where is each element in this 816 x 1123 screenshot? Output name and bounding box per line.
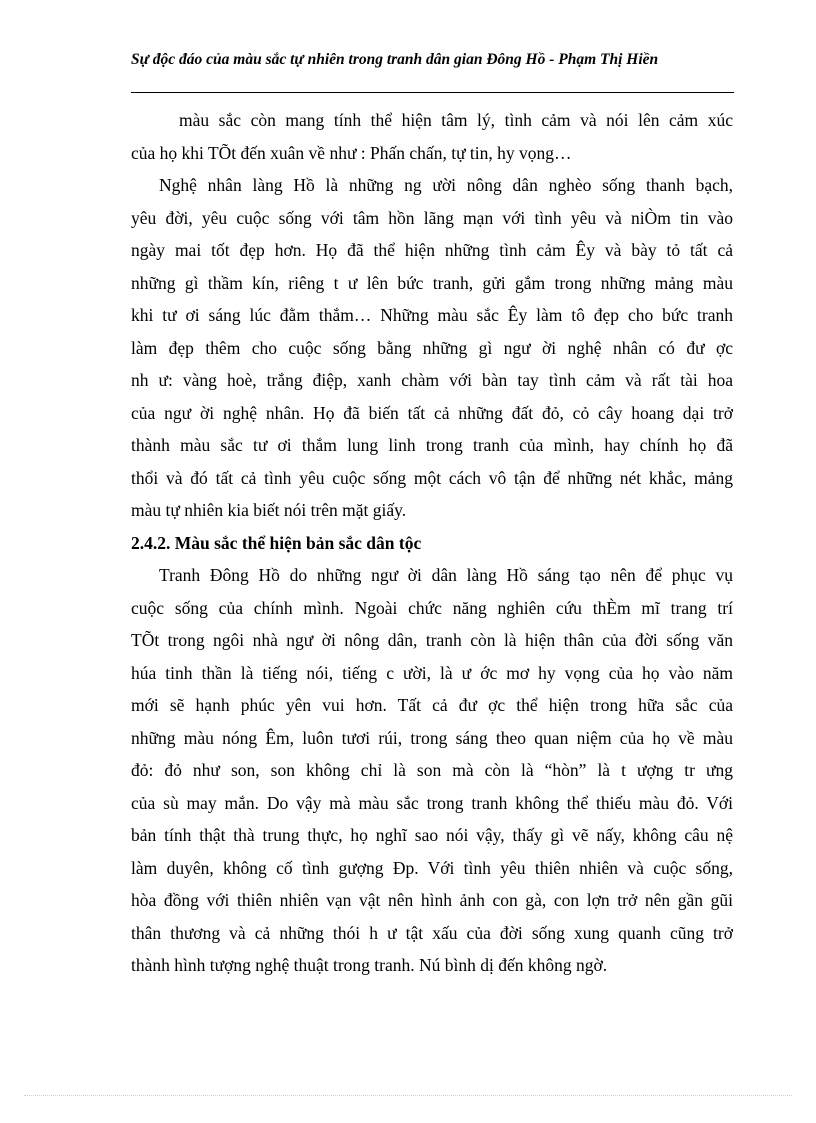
text-line: của họ khi TÕt đến xuân về như : Phấn chấn, tự tin, hy vọng… [131, 142, 572, 163]
text-line: húa tinh thần là tiếng nói, tiếng c ười, là ư ớc mơ hy vọng của họ vào năm [131, 662, 733, 683]
section-heading: 2.4.2. Màu sắc thể hiện bản sắc dân tộc [131, 532, 422, 553]
text-line: cuộc sống của chính mình. Ngoài chức năng nghiên cứu thÈm mĩ trang trí [131, 597, 733, 618]
text-line: của ngư ời nghệ nhân. Họ đã biến tất cả những đất đỏ, cỏ cây hoang dại trở [131, 402, 733, 423]
text-line: khi tư ơi sáng lúc đằm thắm… Những màu sắc Êy làm tô đẹp cho bức tranh [131, 305, 733, 325]
text-line: những màu nóng Êm, luôn tươi rúi, trong sáng theo quan niệm của họ về màu [131, 727, 733, 748]
text-line: yêu đời, yêu cuộc sống với tâm hồn lãng mạn với tình yêu và niÒm tin vào [131, 207, 733, 228]
text-line: nh ư: vàng hoè, trắng điệp, xanh chàm với bàn tay tình cảm và rất tài hoa [131, 370, 733, 390]
text-line: Nghệ nhân làng Hồ là những ng ười nông dân nghèo sống thanh bạch, [159, 175, 733, 195]
text-line: thành màu sắc tư ơi thắm lung linh trong tranh của mình, hay chính họ đã [131, 435, 733, 455]
header-divider [131, 92, 734, 93]
text-line: Tranh Đông Hồ do những ngư ời dân làng Hồ sáng tạo nên để phục vụ [159, 565, 733, 585]
text-line: làm đẹp thêm cho cuộc sống bằng những gì ngư ời nghệ nhân có đư ợc [131, 337, 733, 358]
text-line: những gì thầm kín, riêng t ư lên bức tranh, gửi gắm trong những mảng màu [131, 272, 733, 293]
document-body [131, 104, 733, 982]
text-line: thân thương và cả những thói h ư tật xấu của đời sống xung quanh cũng trở [131, 922, 733, 943]
text-line: làm duyên, không cố tình gượng Ðp. Với tình yêu thiên nhiên và cuộc sống, [131, 857, 733, 878]
text-line: hòa đồng với thiên nhiên vạn vật nên hình ảnh con gà, con lợn trở nên gần gũi [131, 890, 733, 910]
text-line: TÕt trong ngôi nhà ngư ời nông dân, tranh còn là hiện thân của đời sống văn [131, 630, 733, 650]
text-line: mới sẽ hạnh phúc yên vui hơn. Tất cả đư ợc thể hiện trong hữa sắc của [131, 695, 733, 715]
text-line: đỏ: đỏ như son, son không chỉ là son mà còn là “hòn” là t ượng tr ưng [131, 760, 733, 780]
text-line: của sù may mắn. Do vậy mà màu sắc trong tranh không thể thiếu màu đỏ. Với [131, 792, 733, 813]
text-line: màu sắc còn mang tính thể hiện tâm lý, tình cảm và nói lên cảm xúc [179, 110, 733, 130]
text-line: ngày mai tốt đẹp hơn. Họ đã thể hiện những tình cảm Êy và bày tỏ tất cả [131, 240, 733, 260]
text-line: thành hình tượng nghệ thuật trong tranh. Nú bình dị đến không ngờ. [131, 955, 608, 975]
text-line: thổi và đó tất cả tình yêu cuộc sống một cách vô tận để những nét khắc, mảng [131, 467, 733, 488]
text-line: bản tính thật thà trung thực, họ nghĩ sao nói vậy, thấy gì vẽ nấy, không câu nệ [131, 825, 733, 845]
text-line: màu tự nhiên kia biết nói trên mặt giấy. [131, 500, 407, 520]
page-header-title: Sự độc đáo của màu sắc tự nhiên trong tranh dân gian Đông Hồ - Phạm Thị Hiền [131, 51, 659, 68]
page-bottom-divider [24, 1095, 792, 1096]
